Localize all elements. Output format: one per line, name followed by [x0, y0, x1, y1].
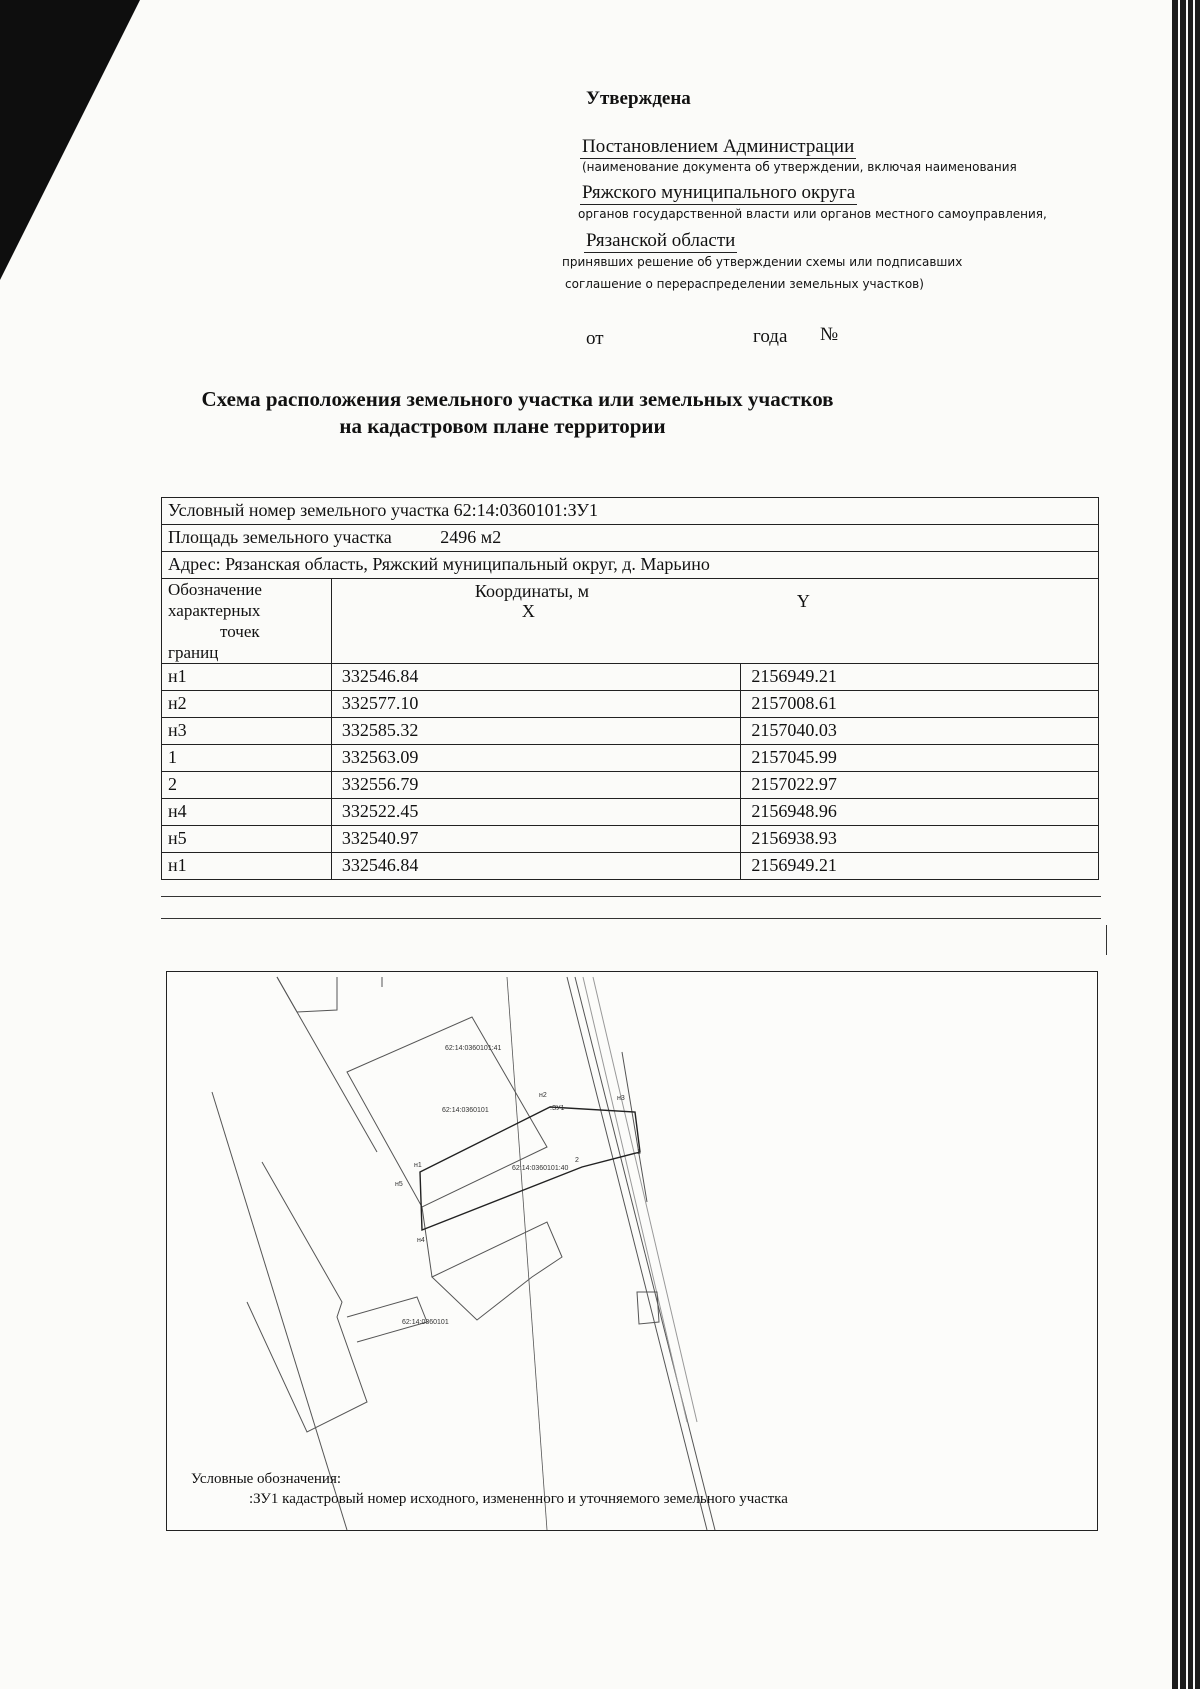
table-row [162, 691, 1099, 718]
approval-date-year: года [753, 326, 788, 347]
area-cell [162, 525, 1099, 552]
legend-item: :ЗУ1 кадастровый номер исходного, измененного и уточняемого земельного участка [249, 1491, 788, 1507]
approval-hint-2: органов государственной власти или органов местного самоуправления, [578, 207, 1047, 221]
point-label-n3: н3 [617, 1095, 625, 1102]
x-coordinate-cell: 332556.79 [331, 772, 741, 799]
quarter-boundary [247, 1162, 367, 1432]
approval-hint-3: принявших решение об утверждении схемы или подписавших [562, 255, 963, 269]
point-header-line: Обозначение [168, 580, 262, 599]
parcel-zu1-label: :ЗУ1 [550, 1105, 565, 1112]
point-cell: н3 [162, 718, 332, 745]
table-row [162, 853, 1099, 880]
point-cell: 1 [162, 745, 332, 772]
table-row-parcel-number [162, 498, 1099, 525]
approval-hint-4: соглашение о перераспределении земельных участков) [565, 277, 924, 291]
x-coordinate-cell: 332546.84 [331, 853, 741, 880]
y-coordinate-cell: 2157008.61 [741, 691, 1099, 718]
y-header: Y [796, 591, 810, 611]
y-coordinate-cell: 2156948.96 [741, 799, 1099, 826]
table-row [162, 745, 1099, 772]
quarter-label: 62:14:0360101 [402, 1319, 449, 1326]
legend-title: Условные обозначения: [191, 1471, 342, 1487]
road-edge [567, 977, 707, 1530]
quarter-label: 62:14:0360101 [442, 1107, 489, 1114]
table-row [162, 826, 1099, 853]
point-label-n1: н1 [414, 1162, 422, 1169]
point-label-1: 1 [637, 1149, 641, 1156]
point-label-n4: н4 [417, 1237, 425, 1244]
table-row [162, 718, 1099, 745]
coordinate-rows [162, 664, 1099, 880]
area-value: 2496 м2 [440, 527, 502, 547]
boundary-line [277, 977, 377, 1152]
x-coordinate-cell: 332577.10 [331, 691, 741, 718]
point-cell: н5 [162, 826, 332, 853]
point-header-line: точек [220, 622, 260, 641]
x-coordinate-cell: 332540.97 [331, 826, 741, 853]
point-header-line: границ [168, 643, 219, 662]
x-header: X [521, 601, 535, 621]
cadastral-plan [166, 971, 1098, 1531]
boundary-line [277, 977, 337, 1012]
coords-header-cell [331, 579, 1098, 664]
approval-title: Утверждена [586, 88, 691, 109]
point-cell: н1 [162, 853, 332, 880]
y-coordinate-cell: 2156949.21 [741, 664, 1099, 691]
x-coordinate-cell: 332522.45 [331, 799, 741, 826]
scheme-title-line-1: Схема расположения земельного участка или земельных участков [201, 387, 834, 411]
boundary-line [622, 1052, 647, 1202]
boundary-line [212, 1092, 347, 1530]
y-coordinate-cell: 2156949.21 [741, 853, 1099, 880]
parcel-40-outline [432, 1222, 562, 1320]
x-coordinate-cell: 332585.32 [331, 718, 741, 745]
approval-number-sign: № [820, 324, 839, 345]
x-coordinate-cell: 332563.09 [331, 745, 741, 772]
table-row [162, 799, 1099, 826]
parcel-41-label: 62:14:0360101:41 [445, 1045, 502, 1052]
point-cell: н2 [162, 691, 332, 718]
parcel-number-cell: Условный номер земельного участка 62:14:0360101:ЗУ1 [162, 498, 1099, 525]
table-row [162, 772, 1099, 799]
table-row-address [162, 552, 1099, 579]
road-edge [583, 977, 687, 1422]
table-row-area [162, 525, 1099, 552]
y-coordinate-cell: 2157045.99 [741, 745, 1099, 772]
point-header-line: характерных [168, 601, 261, 620]
separator-line [161, 918, 1101, 919]
point-cell: 2 [162, 772, 332, 799]
approval-authority-line: Ряжского муниципального округа [582, 182, 856, 203]
y-coordinate-cell: 2157040.03 [741, 718, 1099, 745]
approval-document-line: Постановлением Администрации [582, 136, 855, 157]
road-edge [593, 977, 697, 1422]
address-cell: Адрес: Рязанская область, Ряжский муниципальный округ, д. Марьино [162, 552, 1099, 579]
plan-drawing [167, 972, 1097, 1530]
y-coordinate-cell: 2157022.97 [741, 772, 1099, 799]
parcel-40-label: 62:14:0360101:40 [512, 1165, 569, 1172]
separator-tick [1106, 925, 1107, 955]
approval-hint-1: (наименование документа об утверждении, включая наименования [582, 160, 1017, 174]
scan-right-edge [1172, 0, 1200, 1689]
separator-line [161, 896, 1101, 897]
table-header-row [162, 579, 1099, 664]
boundary-line [507, 977, 547, 1530]
approval-region-line: Рязанской области [586, 230, 736, 251]
point-label-2: 2 [575, 1157, 579, 1164]
coords-header: Координаты, м [474, 581, 590, 601]
area-label: Площадь земельного участка [168, 527, 392, 547]
x-coordinate-cell: 332546.84 [331, 664, 741, 691]
scheme-title-line-2: на кадастровом плане территории [339, 414, 666, 438]
point-label-n2: н2 [539, 1092, 547, 1099]
point-cell: н4 [162, 799, 332, 826]
plan-legend [191, 1469, 788, 1509]
point-label-n5: н5 [395, 1181, 403, 1188]
coordinates-table [161, 497, 1099, 880]
point-header-cell [162, 579, 332, 664]
point-cell: н1 [162, 664, 332, 691]
road-edge [575, 977, 715, 1530]
table-row [162, 664, 1099, 691]
y-coordinate-cell: 2156938.93 [741, 826, 1099, 853]
approval-date-from: от [586, 328, 604, 349]
